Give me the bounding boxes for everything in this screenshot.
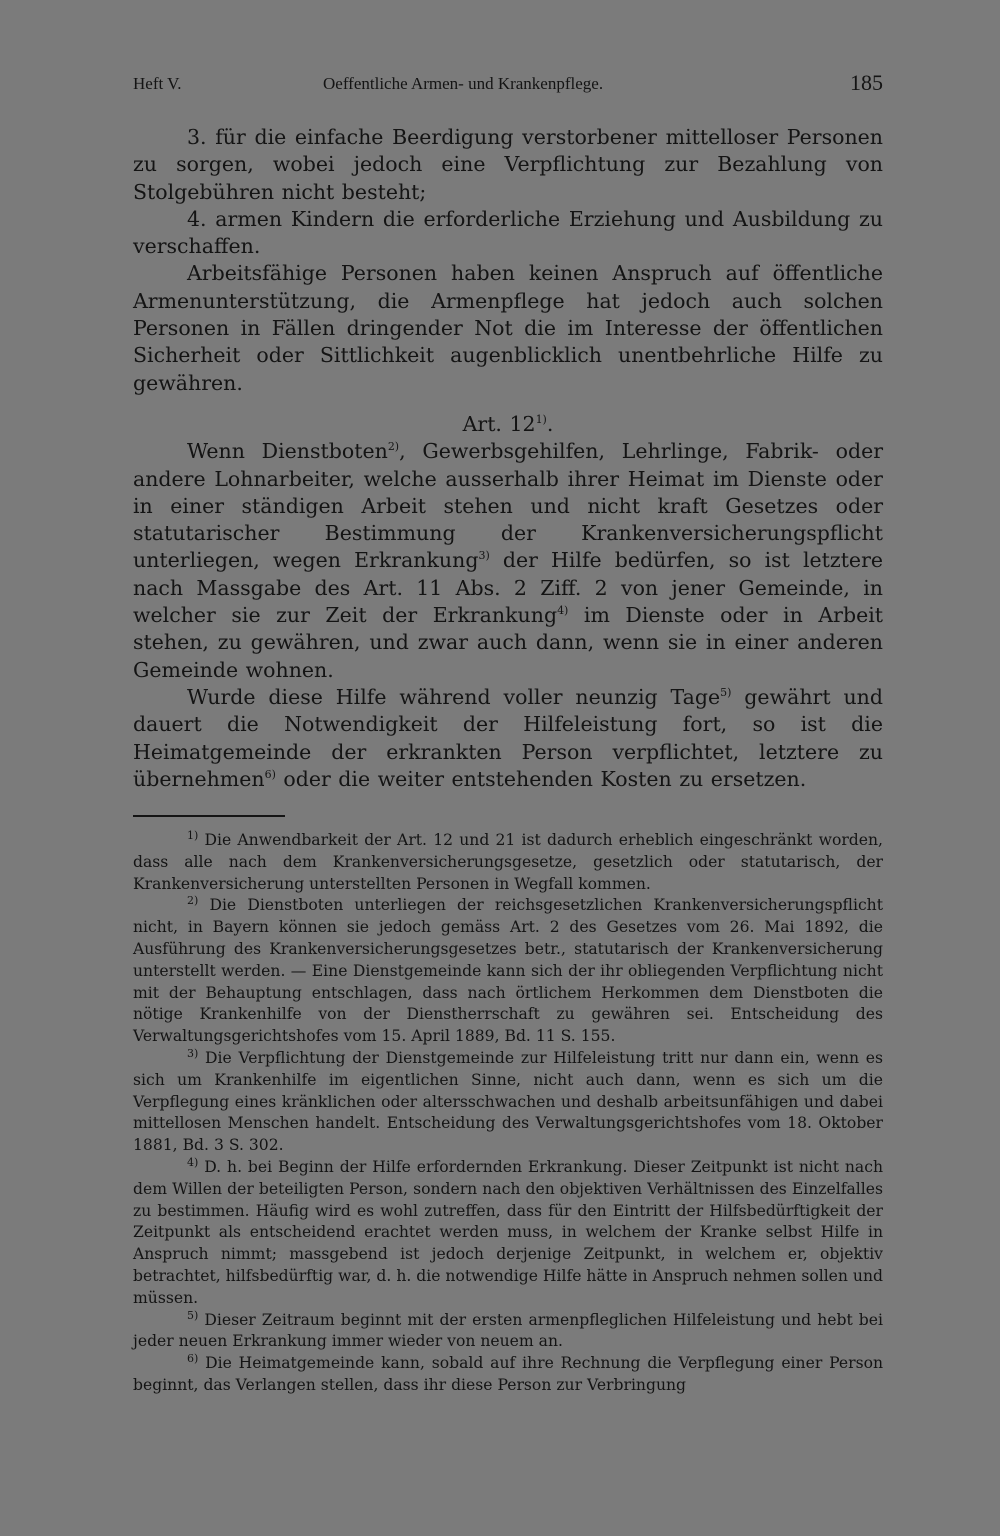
- footnote-divider: [133, 815, 285, 817]
- footnote-1: [133, 830, 883, 895]
- footnotes: [133, 830, 883, 1397]
- footnote-ref: 4): [557, 604, 569, 618]
- article-heading-period: .: [546, 411, 554, 436]
- footnote-ref: 2): [387, 440, 400, 454]
- text-run: Wenn Dienstboten: [187, 439, 388, 464]
- footnote-text: Die Verpflichtung der Dienstgemeinde zur Hilfeleistung tritt nur dann ein, wenn es sich um Krankenhilfe im eigentlichen Sinne, nicht auch dann, wenn es sich um die Verpflegung eines kränklichen oder altersschwachen und deshalb arbeitsunfähigen und dabei mittellosen Menschen handelt. Entscheidung des Verwaltungsgerichtshofes vom 18. Oktober 1881, Bd. 3 S. 302.: [133, 1048, 883, 1155]
- text-run: im Dienste oder in Arbeit stehen, zu gewähren, und zwar auch dann, wenn sie in einer anderen Gemeinde wohnen.: [133, 603, 883, 682]
- paragraph-arbeitsfaehige: Arbeitsfähige Personen haben keinen Anspruch auf öffentliche Armenunterstützung, die Armenpflege hat jedoch auch solchen Personen in Fällen dringender Not die im Interesse der öffentlichen Sicherheit oder Sittlichkeit augenblicklich unentbehrliche Hilfe zu gewähren.: [133, 261, 883, 395]
- footnote-mark: 4): [187, 1155, 199, 1169]
- footnote-3: [133, 1048, 883, 1157]
- footnote-ref: 5): [720, 686, 732, 700]
- footnote-text: Die Anwendbarkeit der Art. 12 und 21 ist dadurch erheblich eingeschränkt worden, dass alle nach dem Krankenversicherungsgesetze, gesetzlich oder statutarisch, der Krankenversicherung unterstellten Personen in Wegfall kommen.: [133, 831, 883, 893]
- footnote-2: [133, 895, 883, 1048]
- footnote-mark: 2): [187, 894, 199, 908]
- paragraph-item-3: 3. für die einfache Beerdigung verstorbener mittelloser Personen zu sorgen, wobei jedoch eine Verpflichtung zur Bezahlung von Stolgebühren nicht besteht;: [133, 125, 883, 204]
- article-heading: [133, 411, 883, 438]
- running-title: Oeffentliche Armen- und Krankenpflege.: [323, 74, 604, 93]
- footnote-6: [133, 1353, 883, 1397]
- footnote-text: D. h. bei Beginn der Hilfe erfordernden Erkrankung. Dieser Zeitpunkt ist nicht nach dem Willen der beteiligten Person, sondern nach den objektiven Verhältnissen des Einzelfalles zu bestimmen. Häufig wird es wohl zutreffen, dass für den Eintritt der Hilfsbedürftigkeit der Zeitpunkt als entscheidend erachtet werden muss, in welchem der Kranke selbst Hilfe in Anspruch nimmt; massgebend ist jedoch derjenige Zeitpunkt, in welchem er, objektiv betrachtet, hilfsbedürftig war, d. h. die notwendige Hilfe hätte in Anspruch nehmen sollen und müssen.: [133, 1157, 883, 1307]
- footnote-mark: 1): [187, 828, 199, 842]
- text-run: der Hilfe bedürfen, so ist letztere nach Massgabe des Art. 11 Abs. 2 Ziff. 2 von jener Gemeinde, in welcher sie zur Zeit der Erkrankung: [133, 548, 883, 628]
- footnote-ref: 6): [264, 768, 276, 781]
- text-run: oder die weiter entstehenden Kosten zu ersetzen.: [275, 766, 807, 791]
- text-run: Wurde diese Hilfe während voller neunzig Tage: [187, 684, 721, 709]
- footnote-text: Die Heimatgemeinde kann, sobald auf ihre Rechnung die Verpflegung einer Person beginnt, das Verlangen stellen, dass ihr diese Person zur Verbringung: [133, 1354, 883, 1394]
- main-text: [133, 124, 883, 793]
- footnote-5: [133, 1310, 883, 1354]
- issue-label: Heft V.: [133, 74, 182, 93]
- paragraph-item-4: 4. armen Kindern die erforderliche Erziehung und Ausbildung zu verschaffen.: [133, 206, 883, 259]
- footnote-ref: 1): [535, 413, 547, 427]
- paragraph-neunzig-tage: [133, 684, 883, 793]
- footnote-text: Die Dienstboten unterliegen der reichsgesetzlichen Krankenversicherungspflicht nicht, in Bayern können sie jedoch gemäss Art. 2 des Gesetzes vom 26. Mai 1892, die Ausführung des Krankenversicherungsgesetzes betr., statutarisch der Krankenversicherung unterstellt werden. — Eine Dienstgemeinde kann sich der ihr obliegenden Verpflichtung nicht mit der Behauptung entschlagen, dass nach örtlichem Herkommen dem Dienstboten die nötige Krankenhilfe von der Dienstherrschaft zu gewähren sei. Entscheidung des Verwaltungsgerichtshofes vom 15. April 1889, Bd. 11 S. 155.: [133, 896, 883, 1046]
- footnote-text: Dieser Zeitraum beginnt mit der ersten armenpfleglichen Hilfeleistung und hebt bei jeder neuen Erkrankung immer wieder von neuem an.: [133, 1310, 883, 1351]
- page-number: 185: [850, 70, 883, 95]
- footnote-mark: 6): [187, 1351, 199, 1365]
- footnote-mark: 5): [187, 1308, 199, 1322]
- text-run: , Gewerbsgehilfen, Lehrlinge, Fabrik- oder andere Lohnarbeiter, welche ausserhalb ihrer Heimat im Dienste oder in einer ständigen Arbeit stehen und nicht kraft Gesetzes oder statutarischer Bestimmung der Krankenversicherungspflicht unterliegen, wegen Erkrankung: [133, 439, 883, 573]
- running-header: [133, 70, 883, 100]
- text-run: gewährt und dauert die Notwendigkeit der Hilfeleistung fort, so ist die Heimatgemeinde der erkrankten Person verpflichtet, letztere zu übernehmen: [133, 684, 883, 791]
- paragraph-dienstboten: [133, 438, 883, 684]
- footnote-ref: 3): [478, 549, 490, 563]
- footnote-4: [133, 1157, 883, 1310]
- footnote-mark: 3): [187, 1046, 199, 1060]
- article-label: Art. 12: [462, 411, 536, 436]
